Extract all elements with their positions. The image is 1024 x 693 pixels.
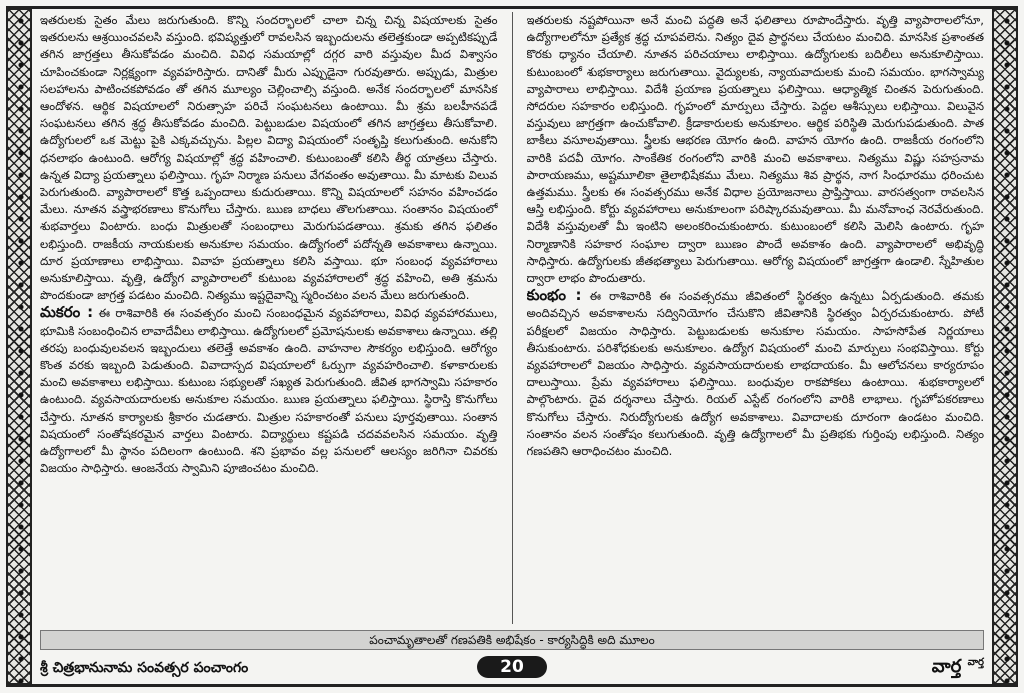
kumbham-text: ఈ రాశివారికి ఈ సంవత్సరము జీవితంలో స్థిరత్వం ఉన్నటు ఏర్పడుతుంది. తమకు అందివచ్చిన అవకాశాలను సద్వినియోగం చేసుకొని జీవితానికి స్థిరత్వం ఏర్పరచుకుంటారు. పోటీ పరీక్షలలో విజయం సాధిస్తారు. పెట్టుబడులకు అనుకూల సమయం. సాహసోపేత నిర్ణయాలు తీసుకుంటారు. పరిశోధకులకు అనుకూలం. ఉద్యోగ విషయంలో మంచి మార్పులు సంభవిస్తాయి. కోర్టు వ్యవహారాలలో విజయం సాధిస్తారు. వ్యవసాయదారులకు లాభదాయకం. మీ ఆలోచనలు కార్యరూపం దాలుస్తాయి. ప్రేమ వ్యవహారాలు ఫలిస్తాయి. బంధువుల రాకపోకలు ఉంటాయి. శుభకార్యాలలో పాల్గొంటారు. దైవ దర్శనాలు చేస్తారు. రియల్ ఎస్టేట్ రంగంలోని వారికి లాభాలు. గృహోపకరణాలు కొనుగోలు చేస్తారు. నిరుద్యోగులకు ఉద్యోగ అవకాశాలు. వివాదాలకు దూరంగా ఉండటం మంచిది. సంతానం వలన సంతోషం కలుగుతుంది. వృత్తి ఉద్యోగాలలో మీ ప్రతిభకు గుర్తింపు లభిస్తుంది. నిత్యం గణపతిని ఆరాధించటం మంచిది. (526, 289, 984, 459)
right-paragraph-1: ఇతరులకు నష్టపోయినా అనే మంచి పద్ధతి అనే ఫలితాలు రూపొందేస్తారు. వృత్తి వ్యాపారాలలోనూ, ఉద్యోగాలలోనూ ప్రత్యేక శ్రద్ధ చూపవలెను. నిత్యం దైవ ప్రార్థనలు చేయటం మంచిది. మానసిక ప్రశాంతత కొరకు ధ్యానం చేయాలి. నూతన పరిచయాలు లాభిస్తాయి. ఉద్యోగులకు బదిలీలు అనుకూలిస్తాయి. కుటుంబంలో శుభకార్యాలు జరుగుతాయి. వైద్యులకు, న్యాయవాదులకు మంచి సమయం. భాగస్వామ్య వ్యాపారాలు లాభిస్తాయి. విదేశీ ప్రయాణ ప్రయత్నాలు ఫలిస్తాయి. ఆధ్యాత్మిక చింతన పెరుగుతుంది. సోదరుల సహకారం లభిస్తుంది. గృహంలో మార్పులు చేస్తారు. పెద్దల ఆశీస్సులు లభిస్తాయి. విలువైన వస్తువులు జాగ్రత్తగా ఉంచుకోవాలి. క్రీడాకారులకు అనుకూలం. ఆర్థిక పరిస్థితి మెరుగుపడుతుంది. పాత బాకీలు వసూలవుతాయి. స్త్రీలకు ఆభరణ యోగం ఉంది. వాహన యోగం ఉంది. రాజకీయ రంగంలోని వారికి పదవీ యోగం. సాంకేతిక రంగంలోని వారికి మంచి అవకాశాలు. నిత్యము విష్ణు సహస్రనామ పారాయణము, అష్టమూలికా తైలాభిషేకము మేలు. నిత్యము శివ ప్రార్థన, నాగ సింధూరము ధరించుట ఉత్తమము. స్త్రీలకు ఈ సంవత్సరము అనేక విధాల ప్రయోజనాలు ప్రాప్తిస్తాయి. వారసత్వంగా రావలసిన ఆస్తి లభిస్తుంది. కోర్టు వ్యవహారాలు అనుకూలంగా పరిష్కారమవుతాయి. మీ మనోవాంఛ నెరవేరుతుంది. విదేశీ వస్తువులతో మీ ఇంటిని అలంకరించుకుంటారు. కుటుంబంలో కలిసి మెలిసి ఉంటారు. గృహ నిర్మాణానికి సహకార సంఘాల ద్వారా ఋణం పొందే అవకాశం ఉంది. వ్యాపారాలలో అభివృద్ధి సాధిస్తారు. ఉద్యోగులకు జీతభత్యాలు పెరుగుతాయి. ఆరోగ్య విషయంలో జాగ్రత్తగా ఉండాలి. స్నేహితుల ద్వారా లాభం పొందుతారు. (526, 13, 984, 286)
page-number: 20 (477, 656, 547, 678)
page-footer (40, 654, 984, 684)
kumbham-heading: కుంభం : (526, 286, 582, 305)
left-paragraph-1: ఇతరులకు సైతం మేలు జరుగుతుంది. కొన్ని సందర్భాలలో చాలా చిన్న చిన్న విషయాలకు సైతం ఇతరులను ఆశ్రయించవలసి వస్తుంది. భవిష్యత్తులో రావలసిన ఇబ్బందులను తలెత్తకుండా అప్పటికప్పుడే తగిన జాగ్రత్తలు తీసుకోవడం మంచిది. వివిధ సమయాల్లో దగ్గర వారి వస్తువుల మీద విశ్వాసం చూపించకుండా నిర్లక్ష్యంగా వ్యవహరిస్తారు. దానితో మీరు ఎప్పుడైనా గురవుతారు. అప్పుడు, మిత్రుల సలహాలను పాటించకపోవడం తో తగిన మూల్యం చెల్లించాల్సి వస్తుంది. అనేక సందర్భాలలో మానసిక ఆందోళన. ఆర్థిక విషయాలలో నిరుత్సాహ పరిచే సంఘటనలు ఉంటాయి. మీ శ్రమ బలహీనపడే సంఘటనలు తగిన శ్రద్ధ తీసుకోవడం మంచిది. పెట్టుబడుల విషయంలో తగిన జాగ్రత్తలు తీసుకోవాలి. ఉద్యోగులలో ఒక మెట్టు పైకి ఎక్కవచ్చును. పిల్లల విద్యా విషయంలో సంతృప్తి కలుగుతుంది. అనుకోని ధనలాభం ఉంటుంది. ఆరోగ్య విషయాల్లో శ్రద్ధ వహించాలి. కుటుంబంతో కలిసి తీర్థ యాత్రలు చేస్తారు. ఉన్నత విద్యా ప్రయత్నాలు ఫలిస్తాయి. గృహ నిర్మాణ పనులు వేగవంతం అవుతాయి. మీ మాటకు విలువ పెరుగుతుంది. వ్యాపారాలలో కొత్త ఒప్పందాలు కుదురుతాయి. కొన్ని విషయాలలో సహనం వహించడం మేలు. నూతన వస్త్రాభరణాలు కొనుగోలు చేస్తారు. ఋణ బాధలు తొలగుతాయి. సంతానం విషయంలో శుభవార్తలు వింటారు. బంధు మిత్రులతో సంబంధాలు మెరుగుపడతాయి. శ్రమకు తగిన ఫలితం లభిస్తుంది. రాజకీయ నాయకులకు అనుకూల సమయం. ఉద్యోగంలో పదోన్నతి అవకాశాలు ఉన్నాయి. దూర ప్రయాణాలు లాభిస్తాయి. వివాహ ప్రయత్నాలు కలిసి వస్తాయి. భూ సంబంధ వ్యవహారాలు అనుకూలిస్తాయి. వృత్తి, ఉద్యోగ వ్యాపారాలలో కుటుంబ వ్యవహారాలలో శ్రద్ధ వహించి, అతి శ్రమను పొందకుండా జాగ్రత్త పడటం మంచిది. నిత్యము ఇష్టదైవాన్ని స్మరించటం వలన మేలు జరుగుతుంది. (40, 13, 498, 303)
kumbham-paragraph (527, 287, 985, 460)
right-ornamental-border (992, 8, 1018, 685)
left-column (40, 12, 498, 624)
article-content (40, 12, 984, 624)
makaram-text: ఈ రాశివారికి ఈ సంవత్సరం మంచి సంబంధమైన వ్యవహారాలు, వివిధ వ్యవహారములు, భూమికి సంబంధించిన లావాదేవీలు లాభిస్తాయి. ఉద్యోగులలో ప్రమోషనులకు అవకాశాలు ఉన్నాయి. తల్లి తరపు బంధువులవలన ఇబ్బందులు తలెత్తే అవకాశం ఉంది. వాహనాల సౌకర్యం లభిస్తుంది. ఆరోగ్యం కొంత వరకు ఇబ్బంది పెడుతుంది. వివాదాస్పద విషయాలలో ఓర్పుగా వ్యవహరించాలి. కళాకారులకు మంచి అవకాశాలు లభిస్తాయి. కుటుంబ సభ్యులతో సఖ్యత పెరుగుతుంది. జీవిత భాగస్వామి సహకారం ఉంటుంది. వ్యవసాయదారులకు అనుకూల సమయం. ఋణ ప్రయత్నాలు ఫలిస్తాయి. స్థిరాస్తి కొనుగోలు చేస్తారు. నూతన కార్యాలకు శ్రీకారం చుడతారు. మిత్రుల సహకారంతో పనులు పూర్తవుతాయి. సంతాన విషయంలో సంతోషకరమైన వార్తలు వింటారు. విద్యార్థులు కష్టపడి చదవవలసిన సమయం. వృత్తి ఉద్యోగాలలో మీ స్థానం పదిలంగా ఉంటుంది. శని ప్రభావం వల్ల పనులలో ఆలస్యం జరిగినా చివరకు విజయం సాధిస్తారు. ఆంజనేయ స్వామిని పూజించటం మంచిది. (40, 306, 498, 476)
column-divider (512, 12, 513, 624)
top-border (6, 6, 1018, 9)
logo-small-text: వార్త (967, 657, 984, 668)
bottom-banner: పంచామృతాలతో గణపతికి అభిషేకం - కార్యసిద్ధికి అది మూలం (40, 630, 984, 650)
right-column (527, 12, 985, 624)
newspaper-logo (932, 656, 984, 681)
almanac-title: శ్రీ చిత్రభానునామ సంవత్సర పంచాంగం (40, 660, 249, 676)
makaram-heading: మకరం : (40, 303, 94, 322)
left-ornamental-border (6, 8, 32, 685)
makaram-paragraph (40, 304, 498, 477)
logo-main-text: వార్త (931, 656, 962, 677)
bottom-border (6, 684, 1018, 687)
